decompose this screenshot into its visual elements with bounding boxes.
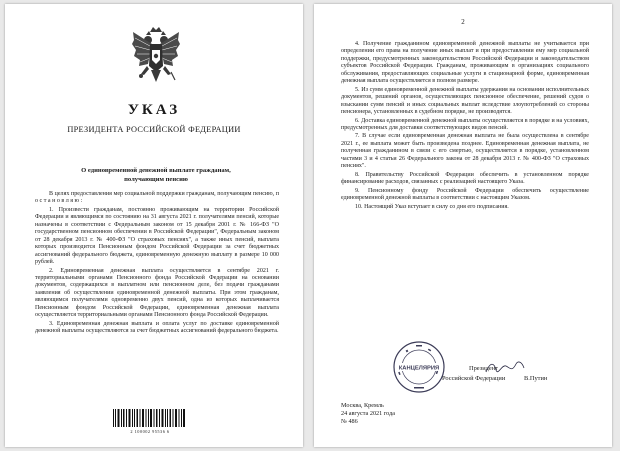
signer-name: В.Путин: [524, 375, 548, 382]
signing-place: Москва, Кремль: [341, 402, 384, 409]
stamp-label: КАНЦЕЛЯРИЯ: [398, 365, 440, 372]
paragraph-8: 8. Правительству Российской Федерации обеспечить в установленном порядке финансирование расходов, связанных с реализацией настоящего Указа.: [341, 171, 589, 186]
decree-subject-line-1: О единовременной денежной выплате гражданам,: [81, 167, 231, 174]
paragraph-2: 2. Единовременная денежная выплата осуществляется в сентябре 2021 г. территориальными органами Пенсионного фонда Российской Федерации на основании документов, содержащихся в выплатном или пенсионном деле, без подачи гражданами заявления об осуществлении единовременной денежной выплаты. При этом гражданам, являющимся получателями одновременно двух пенсий, одна из которых выплачивается Пенсионным фондом Российской Федерации, единовременная денежная выплата осуществляется территориальными органами Пенсионного фонда Российской Федерации.: [35, 267, 279, 319]
office-stamp-seal: [392, 340, 446, 394]
paragraph-9: 9. Пенсионному фонду Российской Федерации обеспечить осуществление единовременной денежной выплаты в соответствии с настоящим Указом.: [341, 187, 589, 202]
decree-title: УКАЗ: [127, 102, 181, 118]
signer-title-line-2: Российской Федерации: [442, 375, 506, 382]
decree-subject-line-2: получающим пенсию: [124, 176, 188, 183]
paragraph-4: 4. Получение гражданином единовременной денежной выплаты не учитывается при определении его права на получение иных выплат и при предоставлении ему мер социальной поддержки, предусмотренных законодательством Российской Федерации и законодательством субъектов Российской Федерации. Гражданам, проживающим в организациях социального обслуживания, предоставляющих социальные услуги в стационарной форме, единовременная денежная выплата осуществляется в полном размере.: [341, 41, 589, 85]
decree-body-page-2: [341, 41, 589, 211]
barcode-number: 2 100002 95536 6: [130, 429, 170, 434]
decree-place-date: [341, 402, 395, 426]
barcode-graphic: [113, 409, 185, 427]
paragraph-1: 1. Произвести гражданам, постоянно проживающим на территории Российской Федерации и являющимся по состоянию на 31 августа 2021 г. получателями пенсий, которые назначены в соответствии с Федеральным законом от 15 декабря 2001 г. № 166-ФЗ "О государственном пенсионном обеспечении в Российской Федерации", Федеральным законом от 28 декабря 2013 г. № 400-ФЗ "О страховых пенсиях", а также иных пенсий, выплата которых производится Пенсионным фондом Российской Федерации за счет бюджетных ассигнований федерального бюджета, единовременную денежную выплату в размере 10 000 рублей.: [35, 206, 279, 266]
decree-number: № 486: [341, 418, 358, 425]
paragraph-5: 5. Из сумм единовременной денежной выплаты удержания на основании исполнительных документов, решений органов, осуществляющих пенсионное обеспечение, решений судов о взыскании сумм пенсий и иных социальных выплат вследствие злоупотреблений со стороны пенсионера, установленных в судебном порядке, не производятся.: [341, 86, 589, 116]
signer-title-line-1: Президент: [469, 365, 498, 372]
paragraph-7: 7. В случае если единовременная денежная выплата не была осуществлена в сентябре 2021 г., ее выплата может быть произведена позднее. Единовременная денежная выплата, не полученная гражданином в связи с его смертью, осуществляется в порядке, установленном частями 3 и 4 статьи 26 Федерального закона от 28 декабря 2013 г. № 400-ФЗ "О страховых пенсиях".: [341, 133, 589, 170]
decree-subject: [47, 166, 265, 184]
page-number: 2: [461, 18, 465, 26]
signing-date: 24 августа 2021 года: [341, 410, 395, 417]
document-page-1: [5, 4, 303, 447]
decree-body-page-1: [35, 191, 279, 336]
paragraph-intro: В целях предоставления мер социальной поддержки гражданам, получающим пенсию, п о с т а н о в л я ю :: [35, 191, 279, 205]
document-page-2: [314, 4, 612, 447]
coat-of-arms-emblem: [130, 26, 182, 88]
paragraph-10: 10. Настоящий Указ вступает в силу со дня его подписания.: [355, 203, 509, 210]
paragraph-3: 3. Единовременная денежная выплата и оплата услуг по доставке единовременной денежной выплаты осуществляются за счет бюджетных ассигнований федерального бюджета.: [35, 320, 279, 335]
paragraph-6: 6. Доставка единовременной денежной выплаты осуществляется в порядке и на условиях, предусмотренных для доставки соответствующих видов пенсий.: [341, 117, 589, 131]
decree-issuer: ПРЕЗИДЕНТА РОССИЙСКОЙ ФЕДЕРАЦИИ: [67, 125, 241, 134]
